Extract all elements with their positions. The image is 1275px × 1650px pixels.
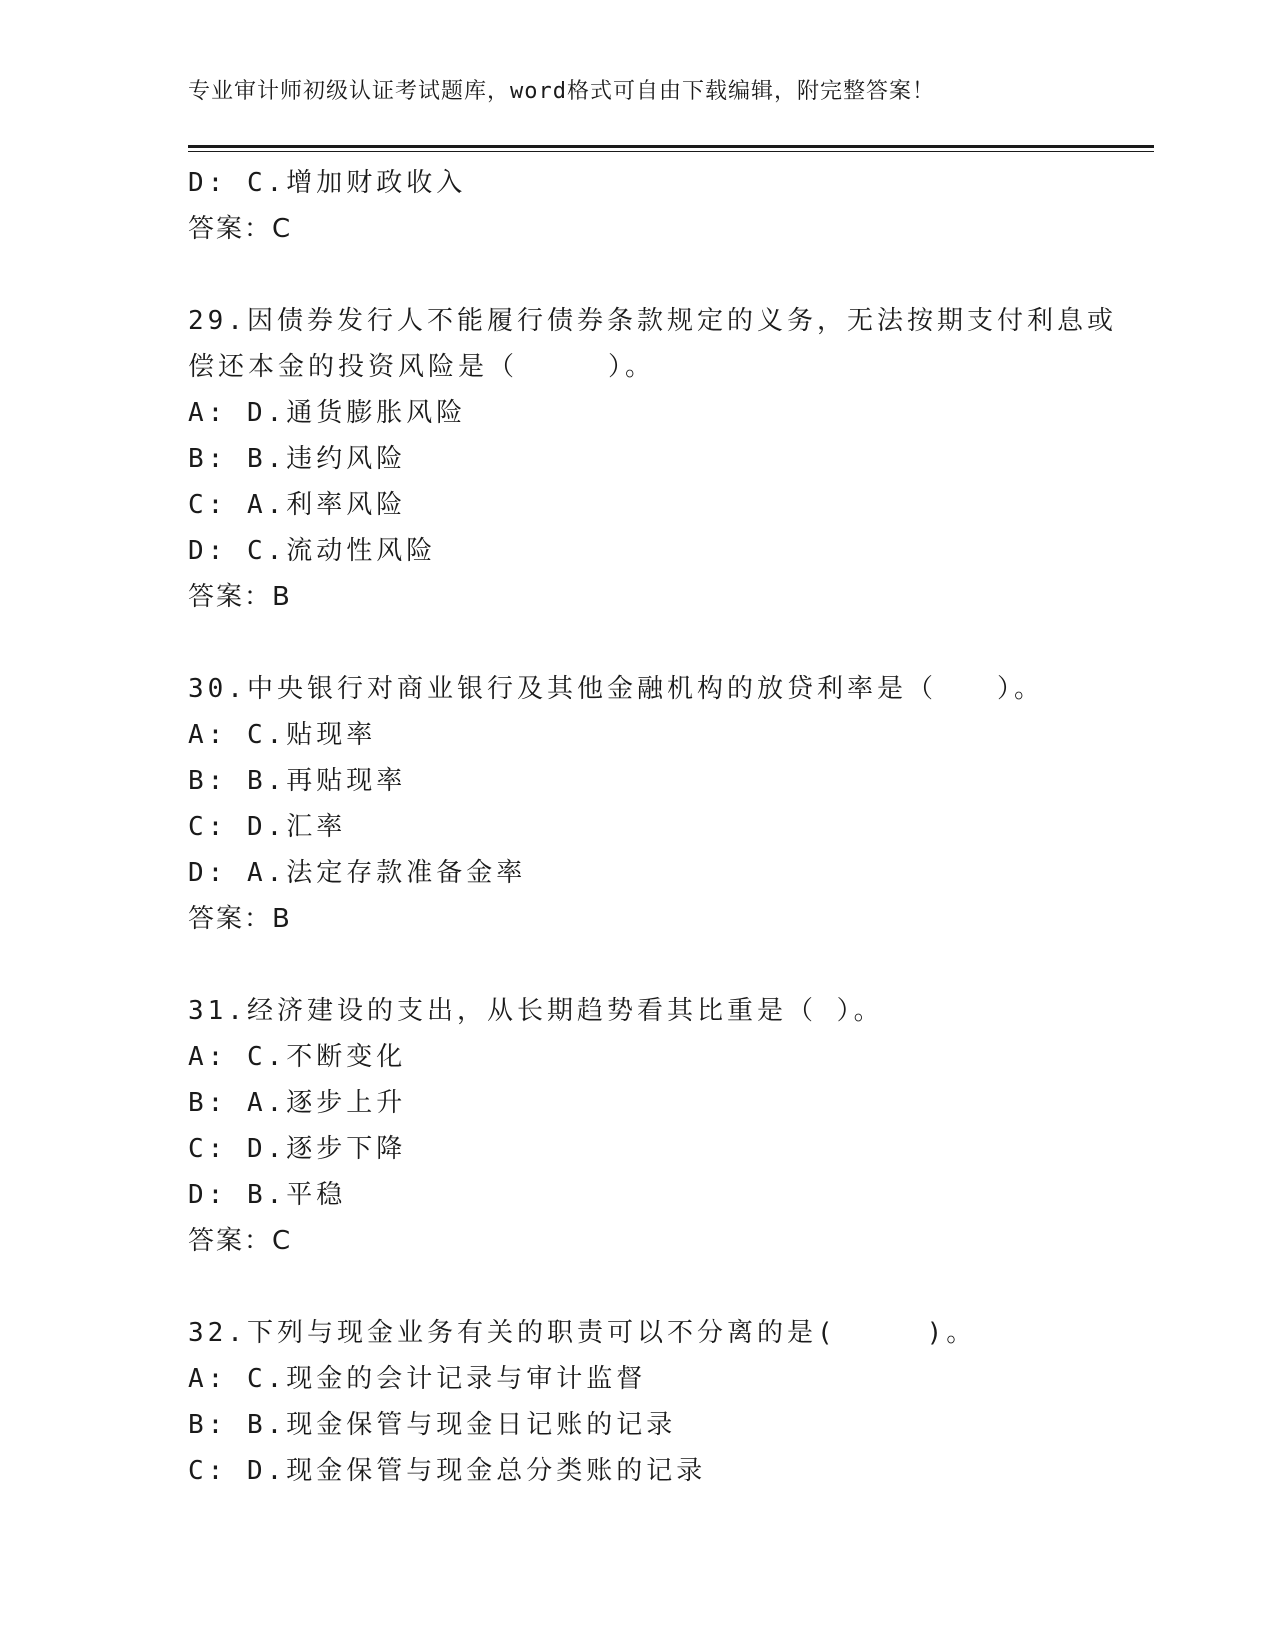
option-c: C: D.逐步下降 bbox=[188, 1134, 407, 1164]
question-stem: 偿还本金的投资风险是（ ）。 bbox=[188, 352, 656, 382]
answer-line: 答案：C bbox=[188, 214, 293, 244]
option-b: B: B.现金保管与现金日记账的记录 bbox=[188, 1410, 677, 1440]
option-a: A: C.不断变化 bbox=[188, 1042, 407, 1072]
question-stem: 31.经济建设的支出，从长期趋势看其比重是（ ）。 bbox=[188, 996, 884, 1026]
prev-question-tail bbox=[188, 160, 1148, 252]
question-stem: 29.因债券发行人不能履行债券条款规定的义务，无法按期支付利息或 bbox=[188, 306, 1117, 336]
option-a: A: C.现金的会计记录与审计监督 bbox=[188, 1364, 647, 1394]
option-c: C: A.利率风险 bbox=[188, 490, 407, 520]
question-30 bbox=[188, 666, 1148, 942]
option-b: B: A.逐步上升 bbox=[188, 1088, 407, 1118]
answer-line: 答案：B bbox=[188, 904, 292, 934]
option-a: A: D.通货膨胀风险 bbox=[188, 398, 467, 428]
question-31 bbox=[188, 988, 1148, 1264]
header-rule bbox=[188, 145, 1154, 152]
option-a: A: C.贴现率 bbox=[188, 720, 377, 750]
option-d: D: A.法定存款准备金率 bbox=[188, 858, 527, 888]
option-c: C: D.现金保管与现金总分类账的记录 bbox=[188, 1456, 707, 1486]
question-29 bbox=[188, 298, 1148, 620]
option-b: B: B.再贴现率 bbox=[188, 766, 407, 796]
option-c: C: D.汇率 bbox=[188, 812, 347, 842]
question-32 bbox=[188, 1310, 1148, 1494]
question-stem: 30.中央银行对商业银行及其他金融机构的放贷利率是（ ）。 bbox=[188, 674, 1044, 704]
option-d: D: B.平稳 bbox=[188, 1180, 347, 1210]
option-b: B: B.违约风险 bbox=[188, 444, 407, 474]
page-header: 专业审计师初级认证考试题库，word格式可自由下载编辑，附完整答案！ bbox=[188, 79, 935, 104]
answer-line: 答案：C bbox=[188, 1226, 293, 1256]
question-content bbox=[188, 160, 1148, 1494]
option-d: D: C.流动性风险 bbox=[188, 536, 437, 566]
answer-line: 答案：B bbox=[188, 582, 292, 612]
option-d: D: C.增加财政收入 bbox=[188, 168, 467, 198]
question-stem: 32.下列与现金业务有关的职责可以不分离的是( )。 bbox=[188, 1318, 977, 1348]
